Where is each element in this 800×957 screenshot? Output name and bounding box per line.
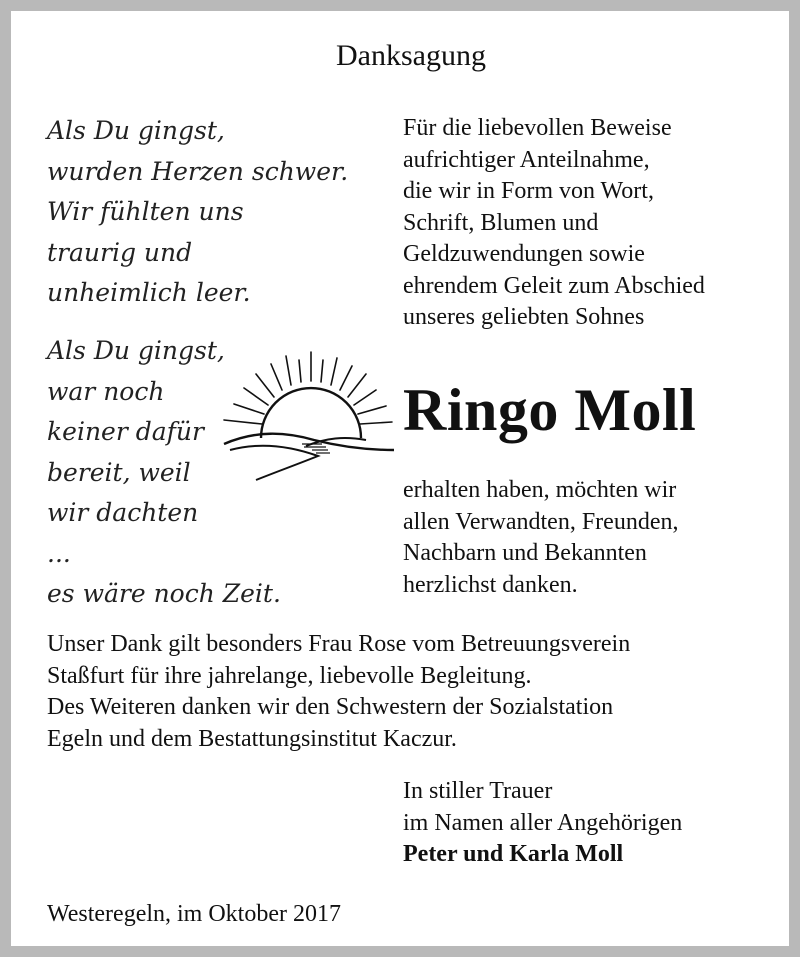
thanks-line: herzlichst danken. [403,571,578,598]
poem-line: ... [47,538,71,568]
special-thanks [47,629,777,755]
poem-line: Wir fühlten uns [47,197,244,226]
thanks-line: die wir in Form von Wort, [403,178,654,204]
poem-line: wurden Herzen schwer. [47,156,349,186]
special-thanks-line: Egeln und dem Bestattungsinstitut Kaczur. [47,725,457,752]
thanks-line: aufrichtiger Anteilnahme, [403,146,650,173]
special-thanks-line: Unser Dank gilt besonders Frau Rose vom Betreuungsverein [47,631,631,657]
poem-line: bereit, weil [47,457,191,487]
thanks-line: unseres geliebten Sohnes [403,304,645,330]
poem-stanza-1 [47,111,347,314]
thanks-line: erhalten haben, möchten wir [403,477,677,503]
thanks-line: allen Verwandten, Freunden, [403,508,679,535]
thanks-line: Schrift, Blumen und [403,209,599,236]
thanks-line: Für die liebevollen Beweise [403,115,672,141]
thanks-line: Geldzuwendungen sowie [403,241,645,267]
poem-line: Als Du gingst, [47,116,225,145]
signature-names: Peter und Karla Moll [403,841,624,867]
sunset-over-hills-icon [216,346,396,486]
poem-line: war noch [47,376,165,406]
poem-line: Als Du gingst, [47,336,225,365]
thanks-intro [403,113,793,334]
poem-line: unheimlich leer. [47,278,251,307]
thanks-line: ehrendem Geleit zum Abschied [403,272,705,299]
place-date: Westeregeln, im Oktober 2017 [47,901,341,927]
signature-line: im Namen aller Angehörigen [403,809,683,836]
page-title: Danksagung [336,39,486,72]
signature-block [403,776,682,871]
thanks-outro [403,475,793,601]
special-thanks-line: Staßfurt für ihre jahrelange, liebevolle Begleitung. [47,662,532,689]
poem-line: es wäre noch Zeit. [47,579,281,608]
deceased-name: Ringo Moll [403,377,697,443]
poem-line: traurig und [47,237,193,267]
poem-line: wir dachten [47,498,199,527]
thanks-line: Nachbarn und Bekannten [403,540,647,566]
signature-line: In stiller Trauer [403,778,553,804]
poem-line: keiner dafür [47,417,204,446]
special-thanks-line: Des Weiteren danken wir den Schwestern der Sozialstation [47,694,614,720]
